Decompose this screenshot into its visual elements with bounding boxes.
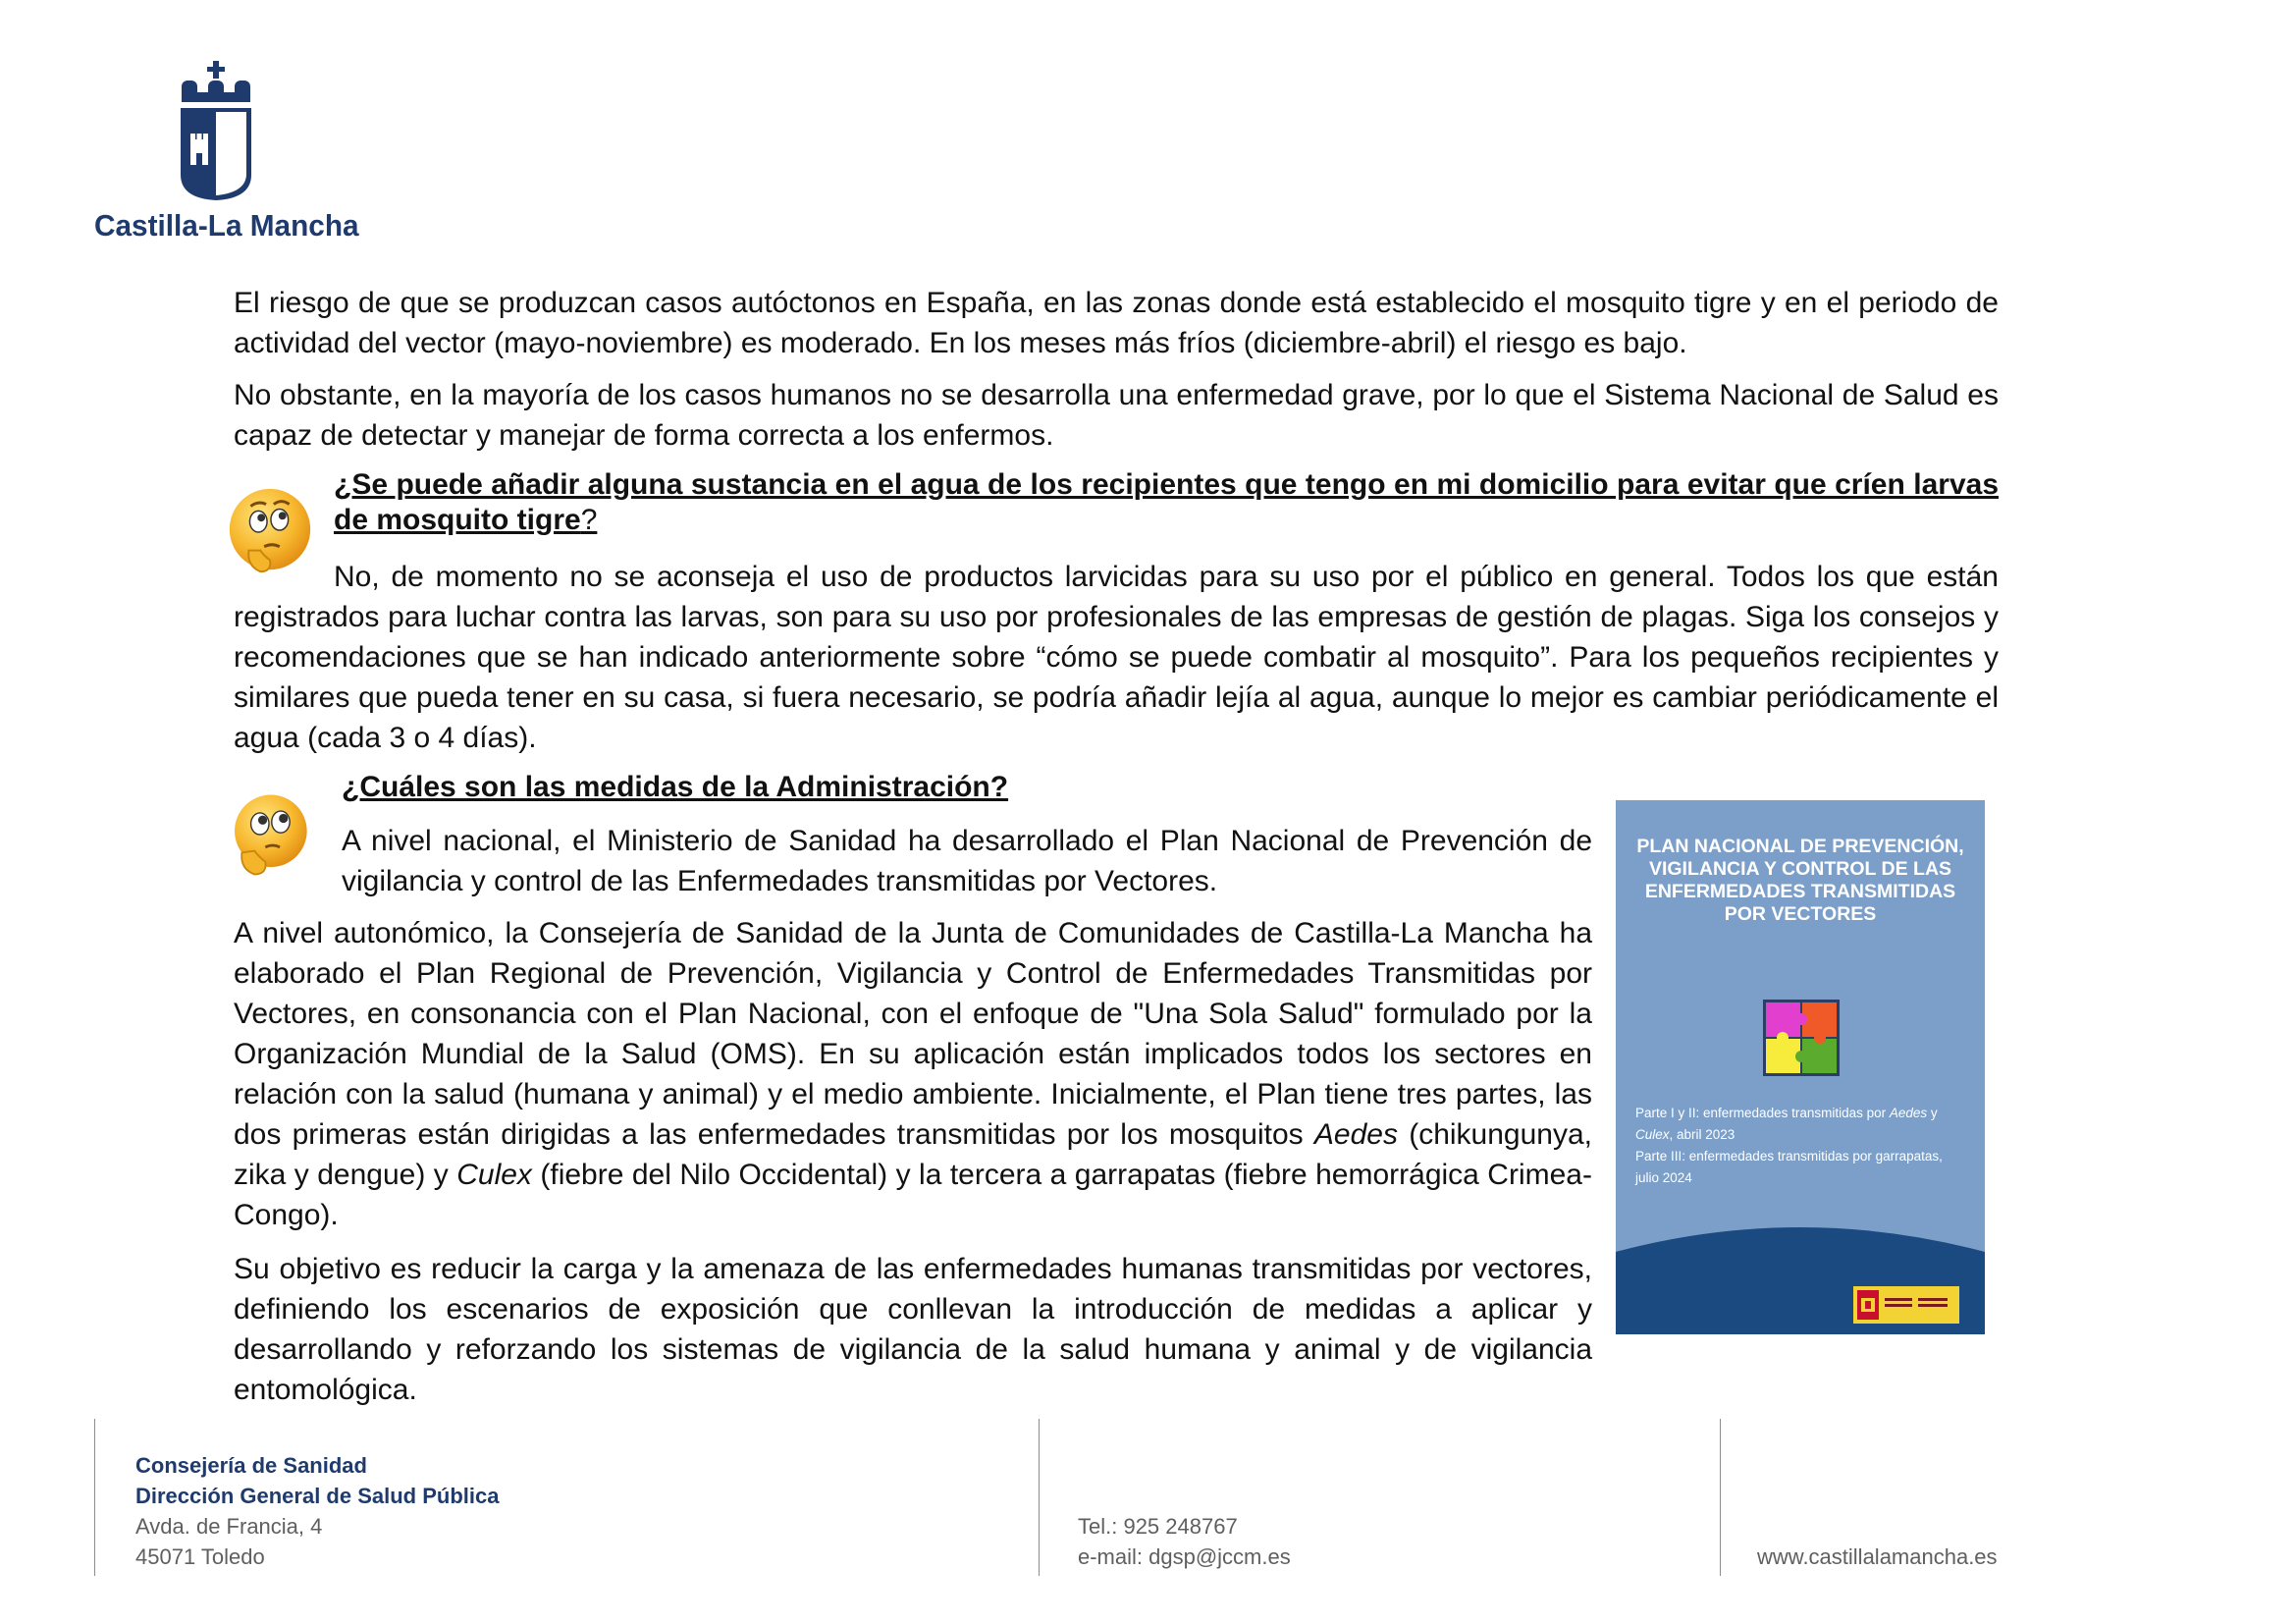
footer-phone: Tel.: 925 248767	[1078, 1514, 1238, 1539]
footer-address-street: Avda. de Francia, 4	[135, 1514, 323, 1539]
logo-text: Castilla-La Mancha	[94, 208, 359, 243]
cover-subtitle	[1635, 1103, 1969, 1189]
paragraph-regional-plan-text-2: (chikungunya, zika y dengue) y	[234, 1118, 1592, 1191]
castilla-la-mancha-crest-icon	[177, 59, 255, 206]
cover-sub-text-3: , abril 2023	[1669, 1127, 1735, 1142]
question-mark: ?	[580, 504, 598, 536]
spain-flag-icon	[1853, 1286, 1959, 1324]
puzzle-icon	[1763, 1000, 1840, 1076]
cover-culex: Culex	[1635, 1127, 1670, 1142]
paragraph-risk: El riesgo de que se produzcan casos autóctonos en España, en las zonas donde está establecido el mosquito tigre y en el periodo de actividad del vector (mayo-noviembre) es moderado. En los meses más fríos (diciembre-abril) el riesgo es bajo.	[234, 287, 1999, 359]
paragraph-regional-plan-text-1: A nivel autonómico, la Consejería de Sanidad de la Junta de Comunidades de Castilla-La Mancha ha elaborado el Plan Regional de Prevención, Vigilancia y Control de Enfermedades Transmitidas por Vectores, en consonancia con el Plan Nacional, con el enfoque de "Una Sola Salud" formulado por la Organización Mundial de la Salud (OMS). En su aplicación están implicados todos los sectores en relación con la salud (humana y animal) y el medio ambiente. Inicialmente, el Plan tiene tres partes, las dos primeras están dirigidas a las enfermedades transmitidas por los mosquitos	[234, 917, 1592, 1151]
paragraph-objective: Su objetivo es reducir la carga y la amenaza de las enfermedades humanas transmitidas por vectores, definiendo los escenarios de exposición que conllevan la introducción de medidas a aplicar y desarrollando y reforzando los sistemas de vigilancia de la salud humana y animal y de vigilancia entomológica.	[234, 1253, 1592, 1406]
answer-larvicide	[234, 557, 1999, 758]
question-administration: ¿Cuáles son las medidas de la Administración?	[342, 771, 1009, 803]
cover-aedes: Aedes	[1889, 1106, 1928, 1120]
footer-email[interactable]: e-mail: dgsp@jccm.es	[1078, 1544, 1291, 1569]
footer-org-direccion: Dirección General de Salud Pública	[135, 1484, 500, 1508]
footer-website[interactable]: www.castillalamancha.es	[1757, 1544, 1998, 1569]
cover-title: PLAN NACIONAL DE PREVENCIÓN, VIGILANCIA Y CONTROL DE LAS ENFERMEDADES TRANSMITIDAS POR VECTORES	[1636, 836, 1964, 925]
cover-sub-text-4: Parte III: enfermedades transmitidas por garrapatas, julio 2024	[1635, 1149, 1943, 1185]
question-larvicide-text: ¿Se puede añadir alguna sustancia en el agua de los recipientes que tengo en mi domicilio para evitar que críen larvas de mosquito tigre	[334, 468, 1999, 536]
spain-government-logo	[1853, 1286, 1959, 1324]
footer-address-city: 45071 Toledo	[135, 1544, 265, 1569]
answer-larvicide-text: No, de momento no se aconseja el uso de productos larvicidas para su uso por el público en general. Todos los que están registrados para luchar contra las larvas, son para su uso por profesionales de las empresas de gestión de plagas. Siga los consejos y recomendaciones que se han indicado anteriormente sobre “cómo se puede combatir al mosquito”. Para los pequeños recipientes y similares que pueda tener en su casa, si fuera necesario, se podría añadir lejía al agua, aunque lo mejor es cambiar periódicamente el agua (cada 3 o 4 días).	[234, 561, 1999, 754]
paragraph-regional-plan-text-3: (fiebre del Nilo Occidental) y la tercera a garrapatas (fiebre hemorrágica Crimea-Congo).	[234, 1159, 1592, 1231]
aedes-italic: Aedes	[1313, 1118, 1398, 1151]
footer-org-consejeria: Consejería de Sanidad	[135, 1453, 367, 1478]
paragraph-regional-plan	[234, 913, 1592, 1235]
culex-italic: Culex	[456, 1159, 532, 1191]
answer-national-plan: A nivel nacional, el Ministerio de Sanidad ha desarrollado el Plan Nacional de Prevención de vigilancia y control de las Enfermedades transmitidas por Vectores.	[342, 825, 1592, 897]
cover-sub-text-2: y	[1927, 1106, 1938, 1120]
plan-cover-image	[1616, 800, 1985, 1334]
thinking-face-icon	[224, 789, 314, 880]
cover-sub-text-1: Parte I y II: enfermedades transmitidas por	[1635, 1106, 1890, 1120]
footer-divider-left	[94, 1419, 95, 1576]
paragraph-health-system: No obstante, en la mayoría de los casos humanos no se desarrolla una enfermedad grave, por lo que el Sistema Nacional de Salud es capaz de detectar y manejar de forma correcta a los enfermos.	[234, 379, 1999, 452]
footer-divider-right	[1720, 1419, 1721, 1576]
footer-divider-middle	[1039, 1419, 1040, 1576]
question-larvicide	[334, 467, 1999, 538]
castilla-la-mancha-logo	[90, 59, 359, 243]
